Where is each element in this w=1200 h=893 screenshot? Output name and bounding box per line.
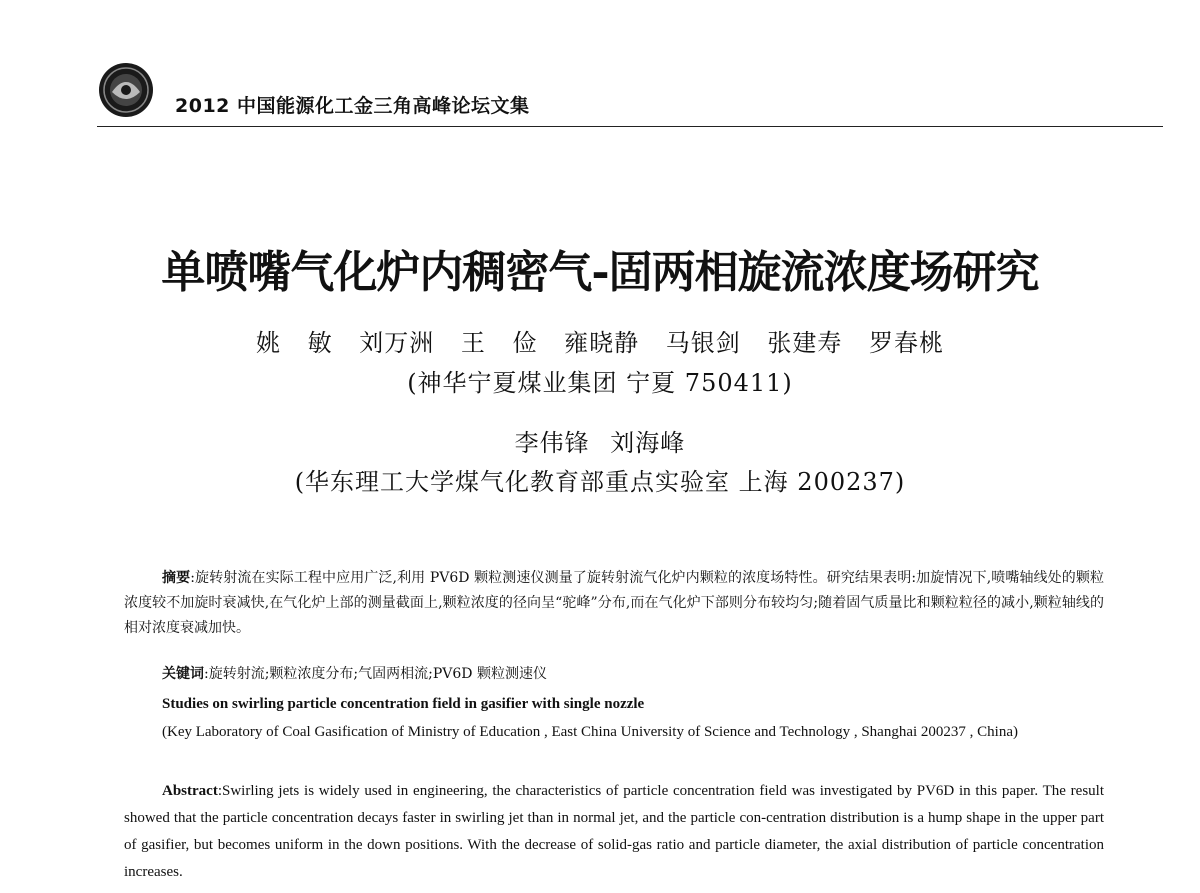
keywords-cn-text: :旋转射流;颗粒浓度分布;气固两相流;PV6D 颗粒测速仪 bbox=[204, 666, 547, 682]
affiliation-1: (神华宁夏煤业集团 宁夏 750411) bbox=[407, 369, 793, 397]
english-abstract-label: Abstract bbox=[162, 783, 218, 799]
paper-title: 单喷嘴气化炉内稠密气-固两相旋流浓度场研究 bbox=[161, 247, 1039, 298]
english-affiliation: (Key Laboratory of Coal Gasification of Ministry of Education , East China University of Science and Technology , Shanghai 200237 , China) bbox=[162, 724, 1018, 740]
abstract-cn bbox=[124, 566, 1104, 641]
english-title: Studies on swirling particle concentration field in gasifier with single nozzle bbox=[162, 696, 645, 712]
running-head: 2012 中国能源化工金三角高峰论坛文集 bbox=[175, 95, 530, 117]
keywords-cn bbox=[162, 662, 1102, 687]
authors-group-1: 姚 敏 刘万洲 王 俭 雍晓静 马银剑 张建寿 罗春桃 bbox=[255, 329, 945, 357]
english-abstract bbox=[124, 778, 1104, 886]
authors-group-2: 李伟锋 刘海峰 bbox=[514, 429, 686, 457]
keywords-cn-label: 关键词 bbox=[162, 666, 204, 682]
conference-logo bbox=[98, 62, 154, 118]
affiliation-2: (华东理工大学煤气化教育部重点实验室 上海 200237) bbox=[294, 468, 906, 496]
abstract-cn-text: :旋转射流在实际工程中应用广泛,利用 PV6D 颗粒测速仪测量了旋转射流气化炉内颗粒的浓度场特性。研究结果表明:加旋情况下,喷嘴轴线处的颗粒浓度较不加旋时衰减快,在气化炉上部的测量截面上,颗粒浓度的径向呈“驼峰”分布,而在气化炉下部则分布较均匀;随着固气质量比和颗粒粒径的减小,颗粒轴线的相对浓度衰减加快。 bbox=[124, 570, 1104, 636]
header-rule bbox=[97, 126, 1163, 127]
abstract-cn-label: 摘要 bbox=[162, 570, 191, 586]
english-abstract-text: :Swirling jets is widely used in engineering, the characteristics of particle concentration field was investigated by PV6D in this paper. The result showed that the particle concentration decays faster in swirling jet than in normal jet, and the particle con-centration distribution is a hump shape in the upper part of gasifier, but becomes uniform in the down positions. With the decrease of solid-gas ratio and particle diameter, the axial distribution of particle concentration increases. bbox=[124, 783, 1104, 880]
